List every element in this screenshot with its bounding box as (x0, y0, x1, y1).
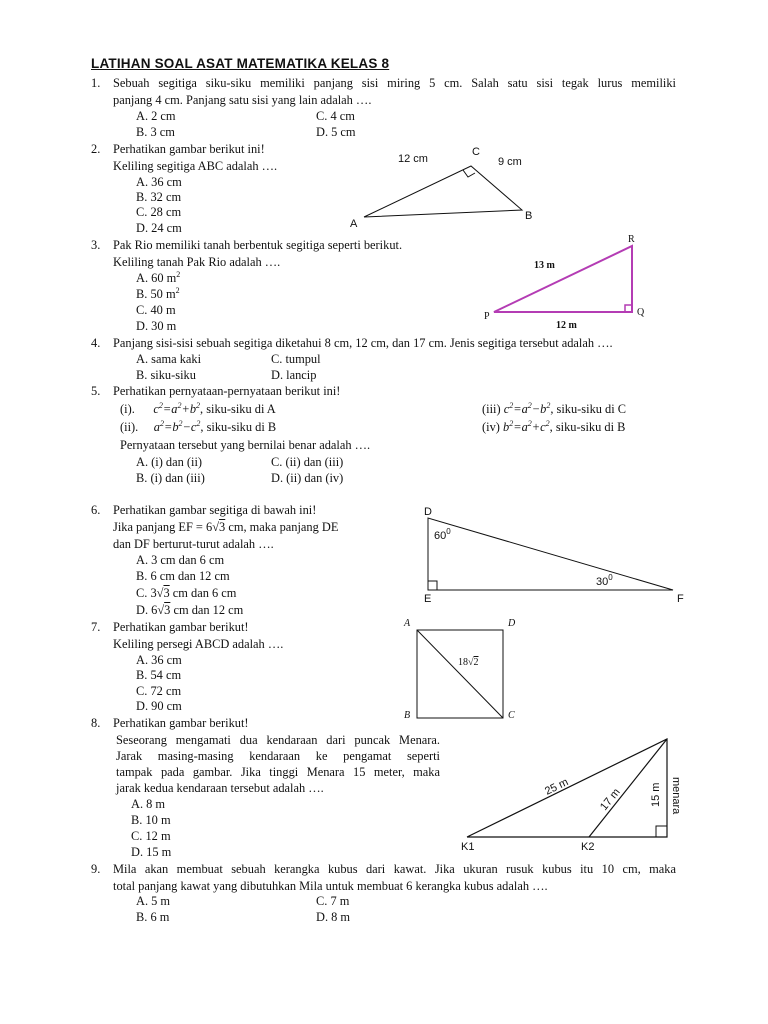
vertex-b-label: B (525, 210, 533, 222)
question-text: Keliling segitiga ABC adalah …. (113, 159, 278, 173)
question-text: panjang 4 cm. Panjang satu sisi yang lain adalah …. (113, 93, 372, 107)
option-a[interactable]: A. 5 m (136, 894, 171, 908)
option-c[interactable]: C. (ii) dan (iii) (271, 455, 344, 469)
question-text: Mila akan membuat sebuah kerangka kubus dari kawat. Jika ukuran rusuk kubus itu 10 cm, maka (113, 862, 676, 876)
option-c[interactable]: C. 3√3 cm dan 6 cm (136, 586, 237, 600)
question-text: jarak kedua kendaraan tersebut adalah …. (116, 781, 324, 795)
question-text: Keliling persegi ABCD adalah …. (113, 637, 284, 651)
question-text: Pernyataan tersebut yang bernilai benar adalah …. (120, 438, 371, 452)
question-number: 8. (91, 716, 101, 730)
option-c[interactable]: C. 72 cm (136, 684, 182, 698)
angle-f-label: $30^0$ (596, 573, 613, 588)
question-text: Perhatikan gambar berikut ini! (113, 142, 265, 156)
statement-ii: (ii). $a^2=b^2-c^2$, siku-siku di B (120, 419, 277, 434)
question-text: Keliling tanah Pak Rio adalah …. (113, 255, 281, 269)
vertex-b-label: B (404, 710, 411, 721)
angle-d-label: $60^0$ (434, 527, 451, 542)
option-d[interactable]: D. 8 m (316, 910, 351, 924)
option-d[interactable]: D. (ii) dan (iv) (271, 471, 344, 485)
option-b[interactable]: B. 6 m (136, 910, 170, 924)
option-d[interactable]: D. 24 cm (136, 221, 182, 235)
question-number: 5. (91, 384, 101, 398)
option-a[interactable]: A. (i) dan (ii) (136, 455, 203, 469)
question-text: Panjang sisi-sisi sebuah segitiga diketahui 8 cm, 12 cm, dan 17 cm. Jenis segitiga tersebut adalah …. (113, 336, 613, 350)
option-c[interactable]: C. 4 cm (316, 109, 355, 123)
question-text: Seseorang mengamati dua kendaraan dari puncak Menara. (116, 733, 440, 747)
option-d[interactable]: D. 6√3 cm dan 12 cm (136, 603, 244, 617)
option-c[interactable]: C. tumpul (271, 352, 321, 366)
option-a[interactable]: A. 36 cm (136, 653, 182, 667)
vehicle-k2-label: K2 (581, 841, 595, 853)
hypotenuse-label: 13 m (534, 260, 555, 271)
question-text: Perhatikan gambar berikut! (113, 620, 249, 634)
vertex-d-label: D (424, 506, 432, 518)
vertex-r-label: R (628, 234, 635, 245)
vertex-e-label: E (424, 593, 432, 605)
option-b[interactable]: B. 10 m (131, 813, 171, 827)
base-label: 12 m (556, 320, 577, 331)
diagonal-label: 18√2 (458, 657, 479, 668)
option-d[interactable]: D. 15 m (131, 845, 172, 859)
triangle-pqr-figure (480, 232, 655, 332)
option-b[interactable]: B. 54 cm (136, 668, 182, 682)
question-number: 3. (91, 238, 101, 252)
question-text: Sebuah segitiga siku-siku memiliki panjang sisi miring 5 cm. Salah satu sisi tegak lurus memiliki (113, 76, 676, 90)
option-a[interactable]: A. 60 $m^2$ (136, 270, 181, 285)
option-a[interactable]: A. 3 cm dan 6 cm (136, 553, 225, 567)
question-text: total panjang kawat yang dibutuhkan Mila untuk membuat 6 kerangka kubus adalah …. (113, 879, 548, 893)
page-title: LATIHAN SOAL ASAT MATEMATIKA KELAS 8 (91, 56, 390, 71)
option-c[interactable]: C. 28 cm (136, 205, 182, 219)
question-number: 7. (91, 620, 101, 634)
option-d[interactable]: D. 30 m (136, 319, 177, 333)
question-text: Jarak masing-masing kendaraan ke pengamat seperti (116, 749, 440, 763)
tower-figure (455, 733, 695, 853)
question-text: Jika panjang EF = 6√3 cm, maka panjang DE (113, 520, 339, 534)
option-d[interactable]: D. 90 cm (136, 699, 182, 713)
statement-i: (i). $c^2=a^2+b^2$, siku-siku di A (120, 401, 276, 416)
option-a[interactable]: A. 2 cm (136, 109, 176, 123)
question-text: Perhatikan gambar segitiga di bawah ini! (113, 503, 317, 517)
option-b[interactable]: B. siku-siku (136, 368, 196, 382)
vertex-q-label: Q (637, 307, 645, 318)
triangle-abc-figure (340, 140, 540, 235)
question-text: Perhatikan gambar berikut! (113, 716, 249, 730)
option-c[interactable]: C. 12 m (131, 829, 171, 843)
side-ac-label: 12 cm (398, 153, 428, 165)
option-a[interactable]: A. 36 cm (136, 175, 182, 189)
question-text: Perhatikan pernyataan-pernyataan berikut ini! (113, 384, 341, 398)
vertex-d-label: D (508, 618, 516, 629)
option-b[interactable]: B. (i) dan (iii) (136, 471, 205, 485)
option-a[interactable]: A. 8 m (131, 797, 166, 811)
question-number: 4. (91, 336, 101, 350)
question-number: 2. (91, 142, 101, 156)
distance-25-label: 25 m (543, 776, 571, 798)
option-c[interactable]: C. 40 m (136, 303, 176, 317)
option-d[interactable]: D. lancip (271, 368, 317, 382)
option-a[interactable]: A. sama kaki (136, 352, 202, 366)
option-d[interactable]: D. 5 cm (316, 125, 356, 139)
question-text: dan DF berturut-turut adalah …. (113, 537, 274, 551)
vertex-a-label: A (404, 618, 411, 629)
question-text: Pak Rio memiliki tanah berbentuk segitiga seperti berikut. (113, 238, 403, 252)
question-number: 1. (91, 76, 101, 90)
question-number: 9. (91, 862, 101, 876)
square-abcd-figure (400, 614, 525, 724)
option-b[interactable]: B. 32 cm (136, 190, 182, 204)
distance-17-label: 17 m (598, 786, 623, 813)
vertex-p-label: P (484, 311, 490, 322)
statement-iv: (iv) $b^2=a^2+c^2$, siku-siku di B (482, 419, 626, 434)
question-number: 6. (91, 503, 101, 517)
vertex-f-label: F (677, 593, 684, 605)
question-text: tampak pada gambar. Jika tinggi Menara 15 meter, maka (116, 765, 440, 779)
triangle-def-figure (415, 505, 690, 605)
statement-iii: (iii) $c^2=a^2-b^2$, siku-siku di C (482, 401, 627, 416)
option-c[interactable]: C. 7 m (316, 894, 350, 908)
option-b[interactable]: B. 50 $m^2$ (136, 286, 180, 301)
vertex-a-label: A (350, 218, 358, 230)
vertex-c-label: C (508, 710, 515, 721)
tower-label: menara (670, 777, 682, 815)
height-15-label: 15 m (650, 782, 662, 807)
vertex-c-label: C (472, 146, 480, 158)
option-b[interactable]: B. 3 cm (136, 125, 175, 139)
vehicle-k1-label: K1 (461, 841, 475, 853)
side-cb-label: 9 cm (498, 156, 522, 168)
option-b[interactable]: B. 6 cm dan 12 cm (136, 569, 230, 583)
